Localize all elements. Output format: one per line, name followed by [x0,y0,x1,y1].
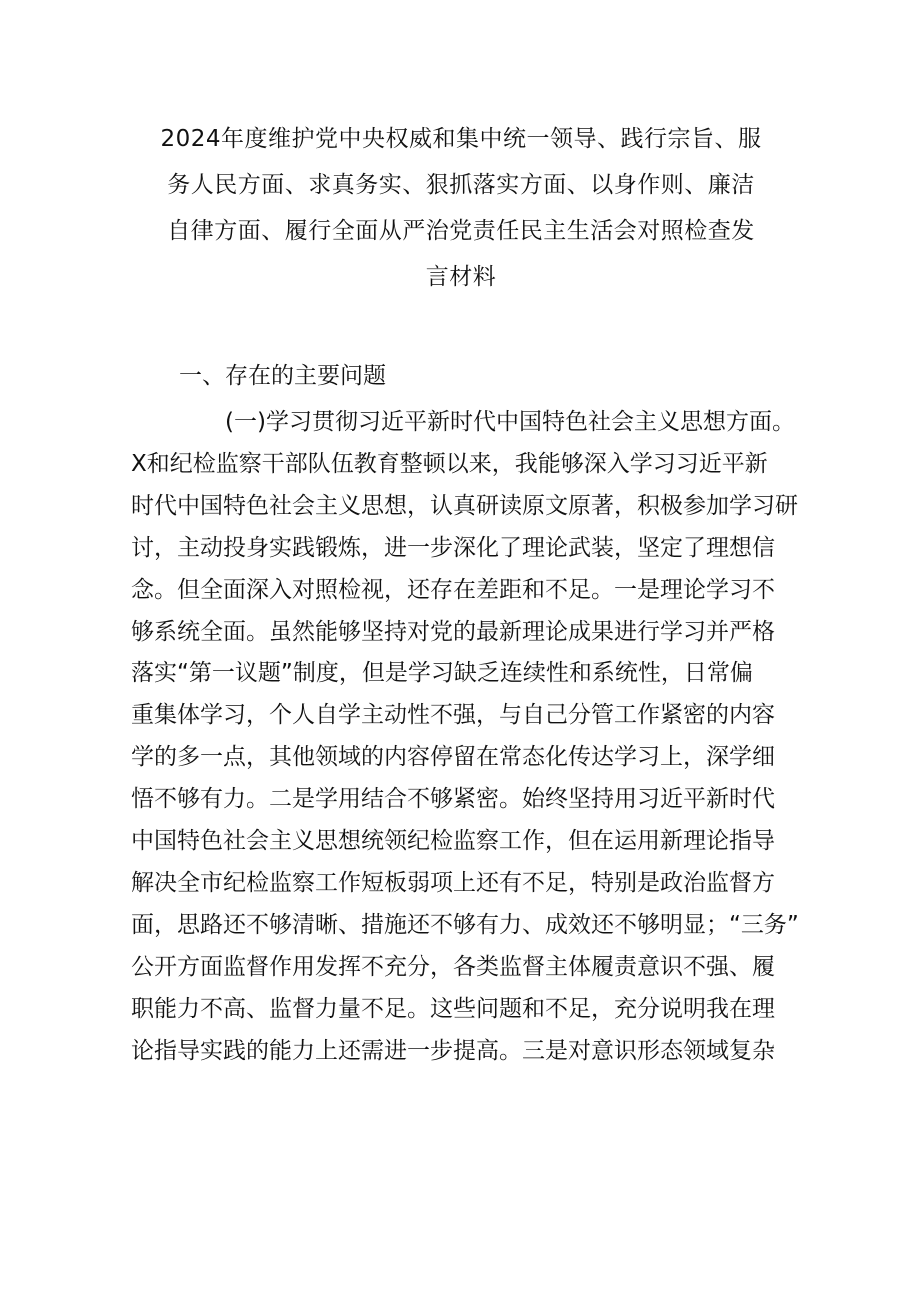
paragraph-line: 面，思路还不够清晰、措施还不够有力、成效还不够明显；“三务” [131,911,799,938]
paragraph-line: 重集体学习，个人自学主动性不强，与自己分管工作紧密的内容 [131,702,775,729]
title-line: 务人民方面、求真务实、狠抓落实方面、以身作则、廉洁 [167,172,755,198]
section-heading: 一、存在的主要问题 [179,363,386,389]
paragraph-line: 公开方面监督作用发挥不充分，各类监督主体履责意识不强、履 [131,953,775,980]
paragraph-line: 论指导实践的能力上还需进一步提高。三是对意识形态领域复杂 [131,1037,775,1064]
paragraph-line: 讨，主动投身实践锻炼，进一步深化了理论武装，坚定了理想信 [131,534,775,561]
paragraph-line: 中国特色社会主义思想统领纪检监察工作，但在运用新理论指导 [131,828,775,855]
paragraph-line: (一)学习贯彻习近平新时代中国特色社会主义思想方面。 [225,409,795,435]
title-line: 言材料 [425,264,497,290]
paragraph-line: 时代中国特色社会主义思想，认真研读原文原著，积极参加学习研 [131,492,798,519]
paragraph-line: 学的多一点，其他领域的内容停留在常态化传达学习上，深学细 [131,744,775,771]
paragraph-line: 够系统全面。虽然能够坚持对党的最新理论成果进行学习并严格 [131,618,775,645]
paragraph-line: 职能力不高、监督力量不足。这些问题和不足，充分说明我在理 [131,995,775,1022]
paragraph-line: 念。但全面深入对照检视，还存在差距和不足。一是理论学习不 [131,576,775,603]
title-line: 自律方面、履行全面从严治党责任民主生活会对照检查发 [167,218,755,244]
body-paragraph [131,402,801,1073]
paragraph-line: 悟不够有力。二是学用结合不够紧密。始终坚持用习近平新时代 [131,786,775,813]
document-title [150,116,772,300]
title-line: 2024年度维护党中央权威和集中统一领导、践行宗旨、服 [160,126,762,152]
paragraph-line: 解决全市纪检监察工作短板弱项上还有不足，特别是政治监督方 [131,869,775,896]
paragraph-line: X和纪检监察干部队伍教育整顿以来，我能够深入学习习近平新 [131,450,768,477]
paragraph-line: 落实“第一议题”制度，但是学习缺乏连续性和系统性，日常偏 [131,660,753,687]
